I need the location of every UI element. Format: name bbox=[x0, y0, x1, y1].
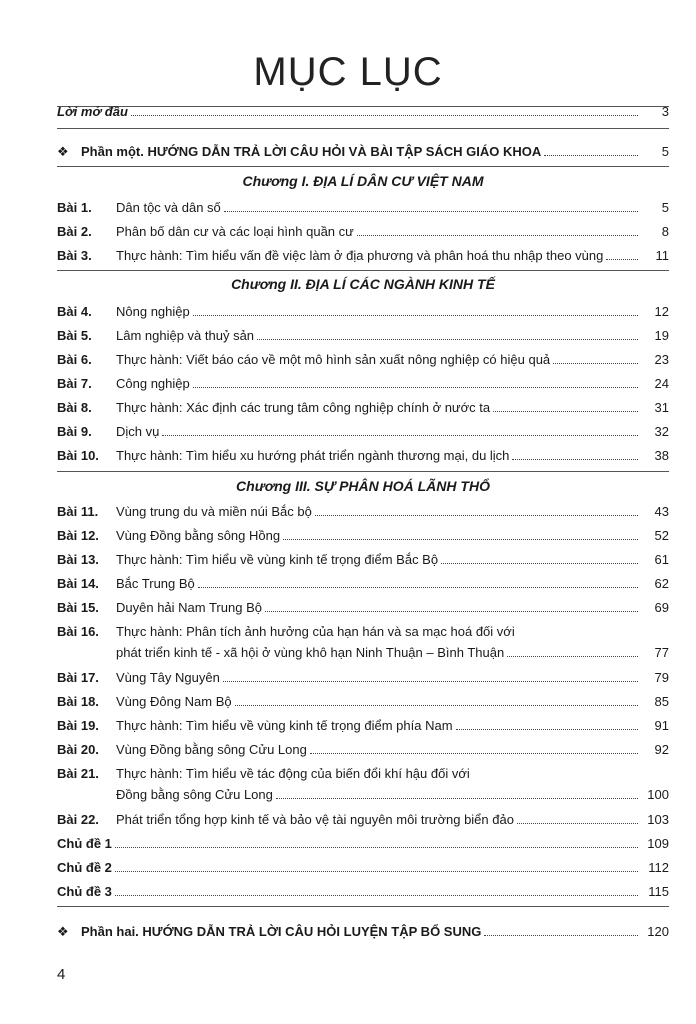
dot-leader bbox=[115, 847, 638, 848]
entry-number: Bài 18. bbox=[57, 694, 99, 709]
entry-page: 52 bbox=[654, 528, 669, 543]
entry-text: phát triển kinh tế - xã hội ở vùng khô hạn Ninh Thuận – Bình Thuận bbox=[116, 645, 505, 660]
entry-number: Bài 11. bbox=[57, 504, 99, 519]
entry-number: Bài 17. bbox=[57, 670, 99, 685]
toc-entry bbox=[57, 298, 669, 320]
entry-page: 112 bbox=[648, 860, 669, 875]
entry-number: Bài 5. bbox=[57, 328, 92, 343]
page-title: MỤC LỤC bbox=[253, 50, 443, 94]
entry-text: Lâm nghiệp và thuỷ sản bbox=[116, 328, 255, 343]
entry-page: 24 bbox=[654, 376, 669, 391]
toc-entry bbox=[57, 418, 669, 440]
entry-number: Bài 4. bbox=[57, 304, 92, 319]
divider bbox=[57, 270, 669, 271]
entry-page: 43 bbox=[654, 504, 669, 519]
entry-text: Dân tộc và dân số bbox=[116, 200, 221, 215]
dot-leader bbox=[224, 211, 638, 212]
entry-text: Phân bố dân cư và các loại hình quần cư bbox=[116, 224, 354, 239]
entry-text: Nông nghiệp bbox=[116, 304, 190, 319]
toc-entry bbox=[57, 688, 669, 710]
dot-leader bbox=[456, 729, 638, 730]
entry-page: 92 bbox=[654, 742, 669, 757]
entry-page: 103 bbox=[647, 812, 669, 827]
entry-page: 120 bbox=[647, 924, 669, 939]
toc-entry bbox=[57, 570, 669, 592]
entry-number: Bài 1. bbox=[57, 200, 92, 215]
entry-text: Thực hành: Tìm hiểu về tác động của biến đổi khí hậu đối với bbox=[116, 766, 470, 781]
toc-entry bbox=[57, 806, 669, 828]
entry-number: Bài 3. bbox=[57, 248, 92, 263]
entry-page: 85 bbox=[654, 694, 669, 709]
dot-leader bbox=[310, 753, 638, 754]
entry-text: Lời mở đầu bbox=[57, 104, 128, 119]
dot-leader bbox=[276, 798, 638, 799]
entry-page: 62 bbox=[654, 576, 669, 591]
entry-text: Phát triển tổng hợp kinh tế và bảo vệ tài nguyên môi trường biển đảo bbox=[116, 812, 514, 827]
dot-leader bbox=[512, 459, 638, 460]
entry-text: Vùng Tây Nguyên bbox=[116, 670, 220, 685]
entry-page: 31 bbox=[654, 400, 669, 415]
dot-leader bbox=[484, 935, 638, 936]
entry-number: Bài 19. bbox=[57, 718, 99, 733]
entry-text: Thực hành: Tìm hiểu xu hướng phát triển ngành thương mại, du lịch bbox=[116, 448, 510, 463]
entry-text: Đồng bằng sông Cửu Long bbox=[116, 787, 273, 802]
entry-page: 11 bbox=[655, 248, 669, 263]
entry-text: Phần một. HƯỚNG DẪN TRẢ LỜI CÂU HỎI VÀ BÀI TẬP SÁCH GIÁO KHOA bbox=[81, 144, 542, 159]
dot-leader bbox=[606, 259, 638, 260]
toc-entry bbox=[57, 370, 669, 392]
chapter-heading: Chương I. ĐỊA LÍ DÂN CƯ VIỆT NAM bbox=[242, 173, 484, 189]
dot-leader bbox=[357, 235, 638, 236]
entry-text: Thực hành: Tìm hiểu về vùng kinh tế trọng điểm Bắc Bộ bbox=[116, 552, 439, 567]
dot-leader bbox=[507, 656, 638, 657]
entry-number: Bài 10. bbox=[57, 448, 99, 463]
divider bbox=[57, 128, 669, 129]
diamond-bullet-icon: ❖ bbox=[57, 924, 69, 939]
entry-text: Phần hai. HƯỚNG DẪN TRẢ LỜI CÂU HỎI LUYỆN TẬP BỔ SUNG bbox=[81, 924, 482, 939]
toc-entry bbox=[57, 712, 669, 734]
entry-number: Bài 12. bbox=[57, 528, 99, 543]
toc-entry-topic bbox=[57, 854, 669, 876]
toc-entry bbox=[57, 736, 669, 758]
dot-leader bbox=[553, 363, 638, 364]
dot-leader bbox=[131, 115, 638, 116]
toc-entry-intro bbox=[57, 98, 669, 120]
entry-text: Chủ đề 2 bbox=[57, 860, 112, 875]
dot-leader bbox=[517, 823, 638, 824]
entry-number: Bài 13. bbox=[57, 552, 99, 567]
toc-entry bbox=[57, 618, 669, 640]
divider bbox=[57, 471, 669, 472]
entry-page: 79 bbox=[654, 670, 669, 685]
entry-text: Thực hành: Tìm hiểu vấn đề việc làm ở địa phương và phân hoá thu nhập theo vùng bbox=[116, 248, 604, 263]
dot-leader bbox=[162, 435, 638, 436]
entry-number: Bài 2. bbox=[57, 224, 92, 239]
entry-page: 61 bbox=[654, 552, 669, 567]
toc-entry bbox=[57, 664, 669, 686]
entry-page: 3 bbox=[661, 104, 669, 119]
entry-text: Thực hành: Tìm hiểu về vùng kinh tế trọng điểm phía Nam bbox=[116, 718, 453, 733]
dot-leader bbox=[223, 681, 638, 682]
entry-page: 23 bbox=[654, 352, 669, 367]
toc-entry-topic bbox=[57, 830, 669, 852]
entry-number: Bài 16. bbox=[57, 624, 99, 639]
dot-leader bbox=[493, 411, 638, 412]
entry-text: Vùng Đồng bằng sông Cửu Long bbox=[116, 742, 307, 757]
entry-page: 109 bbox=[647, 836, 669, 851]
entry-text: Dịch vụ bbox=[116, 424, 160, 439]
dot-leader bbox=[441, 563, 638, 564]
toc-entry bbox=[57, 218, 669, 240]
entry-text: Chủ đề 3 bbox=[57, 884, 112, 899]
entry-text: Vùng Đồng bằng sông Hồng bbox=[116, 528, 281, 543]
entry-page: 5 bbox=[661, 144, 669, 159]
toc-entry bbox=[57, 546, 669, 568]
toc-entry bbox=[57, 242, 669, 264]
entry-page: 5 bbox=[661, 200, 669, 215]
toc-entry-continuation bbox=[57, 639, 669, 661]
dot-leader bbox=[257, 339, 638, 340]
toc-entry-topic bbox=[57, 878, 669, 900]
dot-leader bbox=[115, 895, 638, 896]
toc-entry bbox=[57, 194, 669, 216]
toc-entry bbox=[57, 322, 669, 344]
entry-page: 91 bbox=[654, 718, 669, 733]
dot-leader bbox=[198, 587, 638, 588]
page-number: 4 bbox=[57, 966, 66, 983]
entry-page: 38 bbox=[654, 448, 669, 463]
entry-page: 12 bbox=[654, 304, 669, 319]
entry-text: Duyên hải Nam Trung Bộ bbox=[116, 600, 262, 615]
entry-number: Bài 6. bbox=[57, 352, 92, 367]
toc-entry bbox=[57, 394, 669, 416]
toc-entry bbox=[57, 346, 669, 368]
entry-page: 77 bbox=[654, 645, 669, 660]
toc-entry-part-two bbox=[57, 918, 669, 940]
chapter-heading: Chương III. SỰ PHÂN HOÁ LÃNH THỔ bbox=[236, 478, 490, 494]
entry-text: Thực hành: Viết báo cáo về một mô hình sản xuất nông nghiệp có hiệu quả bbox=[116, 352, 551, 367]
toc-entry bbox=[57, 498, 669, 520]
entry-number: Bài 15. bbox=[57, 600, 99, 615]
dot-leader bbox=[235, 705, 638, 706]
entry-number: Bài 7. bbox=[57, 376, 92, 391]
entry-number: Bài 8. bbox=[57, 400, 92, 415]
entry-page: 115 bbox=[648, 884, 669, 899]
chapter-heading: Chương II. ĐỊA LÍ CÁC NGÀNH KINH TẾ bbox=[231, 276, 495, 292]
dot-leader bbox=[283, 539, 638, 540]
dot-leader bbox=[193, 387, 638, 388]
entry-number: Bài 22. bbox=[57, 812, 99, 827]
entry-number: Bài 21. bbox=[57, 766, 99, 781]
dot-leader bbox=[315, 515, 638, 516]
dot-leader bbox=[193, 315, 638, 316]
entry-page: 69 bbox=[654, 600, 669, 615]
entry-page: 19 bbox=[654, 328, 669, 343]
entry-number: Bài 20. bbox=[57, 742, 99, 757]
entry-text: Công nghiệp bbox=[116, 376, 190, 391]
toc-entry bbox=[57, 442, 669, 464]
dot-leader bbox=[544, 155, 638, 156]
divider bbox=[57, 906, 669, 907]
entry-text: Vùng trung du và miền núi Bắc bộ bbox=[116, 504, 312, 519]
entry-text: Vùng Đông Nam Bộ bbox=[116, 694, 232, 709]
toc-entry-part-one bbox=[57, 138, 669, 160]
divider bbox=[57, 166, 669, 167]
entry-text: Thực hành: Xác định các trung tâm công nghiệp chính ở nước ta bbox=[116, 400, 491, 415]
entry-number: Bài 9. bbox=[57, 424, 92, 439]
diamond-bullet-icon: ❖ bbox=[57, 144, 69, 159]
entry-text: Bắc Trung Bộ bbox=[116, 576, 195, 591]
toc-entry bbox=[57, 760, 669, 782]
dot-leader bbox=[265, 611, 638, 612]
entry-page: 32 bbox=[654, 424, 669, 439]
entry-text: Chủ đề 1 bbox=[57, 836, 112, 851]
entry-page: 8 bbox=[661, 224, 669, 239]
toc-entry-continuation bbox=[57, 781, 669, 803]
entry-page: 100 bbox=[647, 787, 669, 802]
dot-leader bbox=[115, 871, 638, 872]
toc-entry bbox=[57, 522, 669, 544]
toc-entry bbox=[57, 594, 669, 616]
entry-number: Bài 14. bbox=[57, 576, 99, 591]
entry-text: Thực hành: Phân tích ảnh hưởng của hạn hán và sa mạc hoá đối với bbox=[116, 624, 515, 639]
